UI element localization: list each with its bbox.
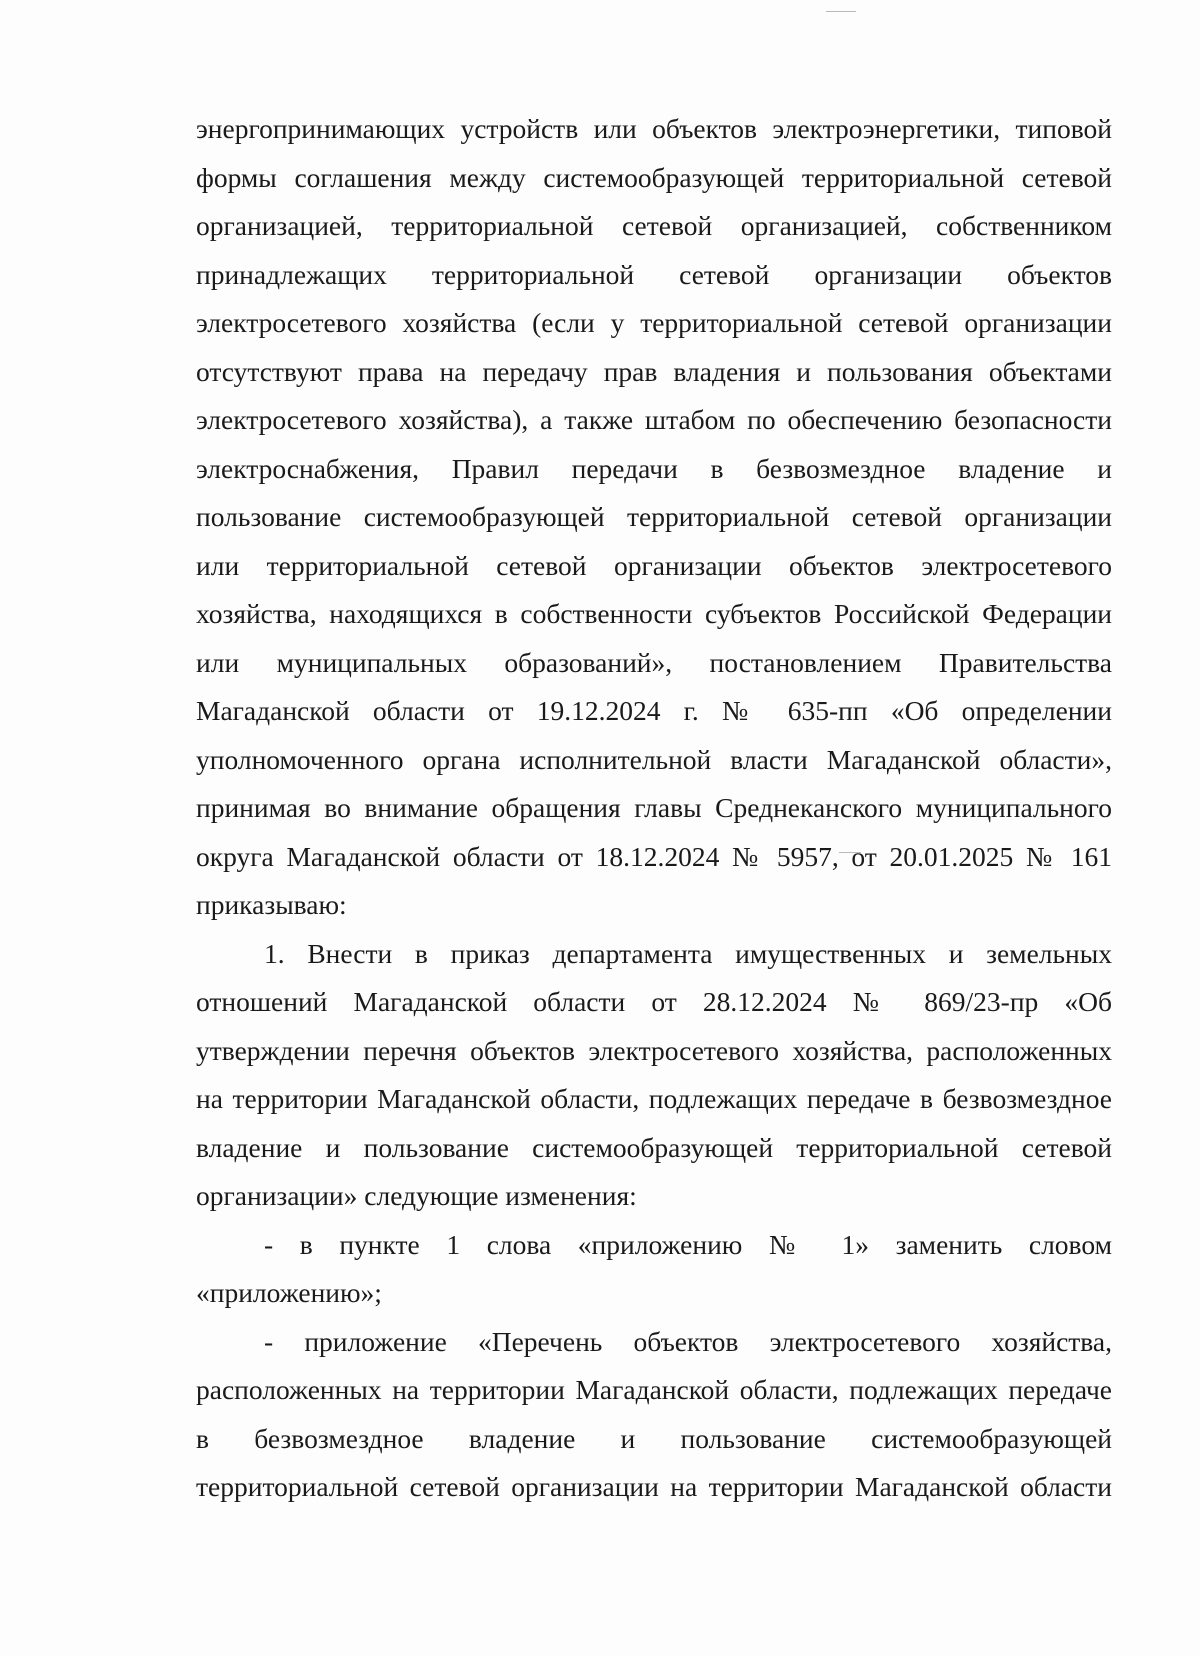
document-body <box>196 105 1112 1512</box>
text-line: энергопринимающих устройств или объектов электроэнергетики, типовой <box>196 113 1112 144</box>
text-line: организацией, территориальной сетевой организацией, собственником <box>196 210 1112 241</box>
text-line: «приложению»; <box>196 1277 382 1308</box>
text-line: территориальной сетевой организации на территории Магаданской области <box>196 1471 1112 1502</box>
text-line: приказываю: <box>196 889 347 920</box>
paragraph-item-1 <box>196 930 1112 1221</box>
text-line: организации» следующие изменения: <box>196 1180 637 1211</box>
text-line: владение и пользование системообразующей территориальной сетевой <box>196 1131 1112 1163</box>
text-line: или муниципальных образований», постановлением Правительства <box>196 646 1112 678</box>
text-line: - приложение «Перечень объектов электросетевого хозяйства, <box>264 1325 1112 1357</box>
text-line: пользование системообразующей территориальной сетевой организации <box>196 501 1112 532</box>
text-line: принимая во внимание обращения главы Среднеканского муниципального <box>196 792 1112 823</box>
paragraph-change-2 <box>196 1318 1112 1512</box>
text-line: электроснабжения, Правил передачи в безвозмездное владение и <box>196 452 1112 484</box>
text-line: хозяйства, находящихся в собственности субъектов Российской Федерации <box>196 598 1112 629</box>
text-line: отсутствуют права на передачу прав владения и пользования объектами <box>196 355 1112 387</box>
text-line: принадлежащих территориальной сетевой организации объектов <box>196 258 1112 290</box>
text-line: Магаданской области от 19.12.2024 г. № 635-пп «Об определении <box>196 695 1112 726</box>
text-line: в безвозмездное владение и пользование системообразующей <box>196 1422 1112 1454</box>
paragraph-preamble <box>196 105 1112 930</box>
text-line: утверждении перечня объектов электросетевого хозяйства, расположенных <box>196 1034 1112 1066</box>
text-line: округа Магаданской области от 18.12.2024 № 5957, от 20.01.2025 № 161 <box>196 840 1112 872</box>
text-line: 1. Внести в приказ департамента имущественных и земельных <box>264 937 1112 969</box>
text-line: расположенных на территории Магаданской области, подлежащих передаче <box>196 1374 1112 1405</box>
text-line: формы соглашения между системообразующей территориальной сетевой <box>196 161 1112 193</box>
text-line: электросетевого хозяйства (если у территориальной сетевой организации <box>196 307 1112 338</box>
text-line: или территориальной сетевой организации объектов электросетевого <box>196 549 1112 581</box>
text-line: на территории Магаданской области, подлежащих передаче в безвозмездное <box>196 1083 1112 1114</box>
text-line: уполномоченного органа исполнительной власти Магаданской области», <box>196 743 1112 775</box>
paragraph-change-1 <box>196 1221 1112 1318</box>
text-line: электросетевого хозяйства), а также штабом по обеспечению безопасности <box>196 404 1112 435</box>
scan-artifact <box>826 11 856 12</box>
text-line: - в пункте 1 слова «приложению № 1» заменить словом <box>264 1228 1112 1260</box>
text-line: отношений Магаданской области от 28.12.2024 № 869/23-пр «Об <box>196 986 1112 1017</box>
